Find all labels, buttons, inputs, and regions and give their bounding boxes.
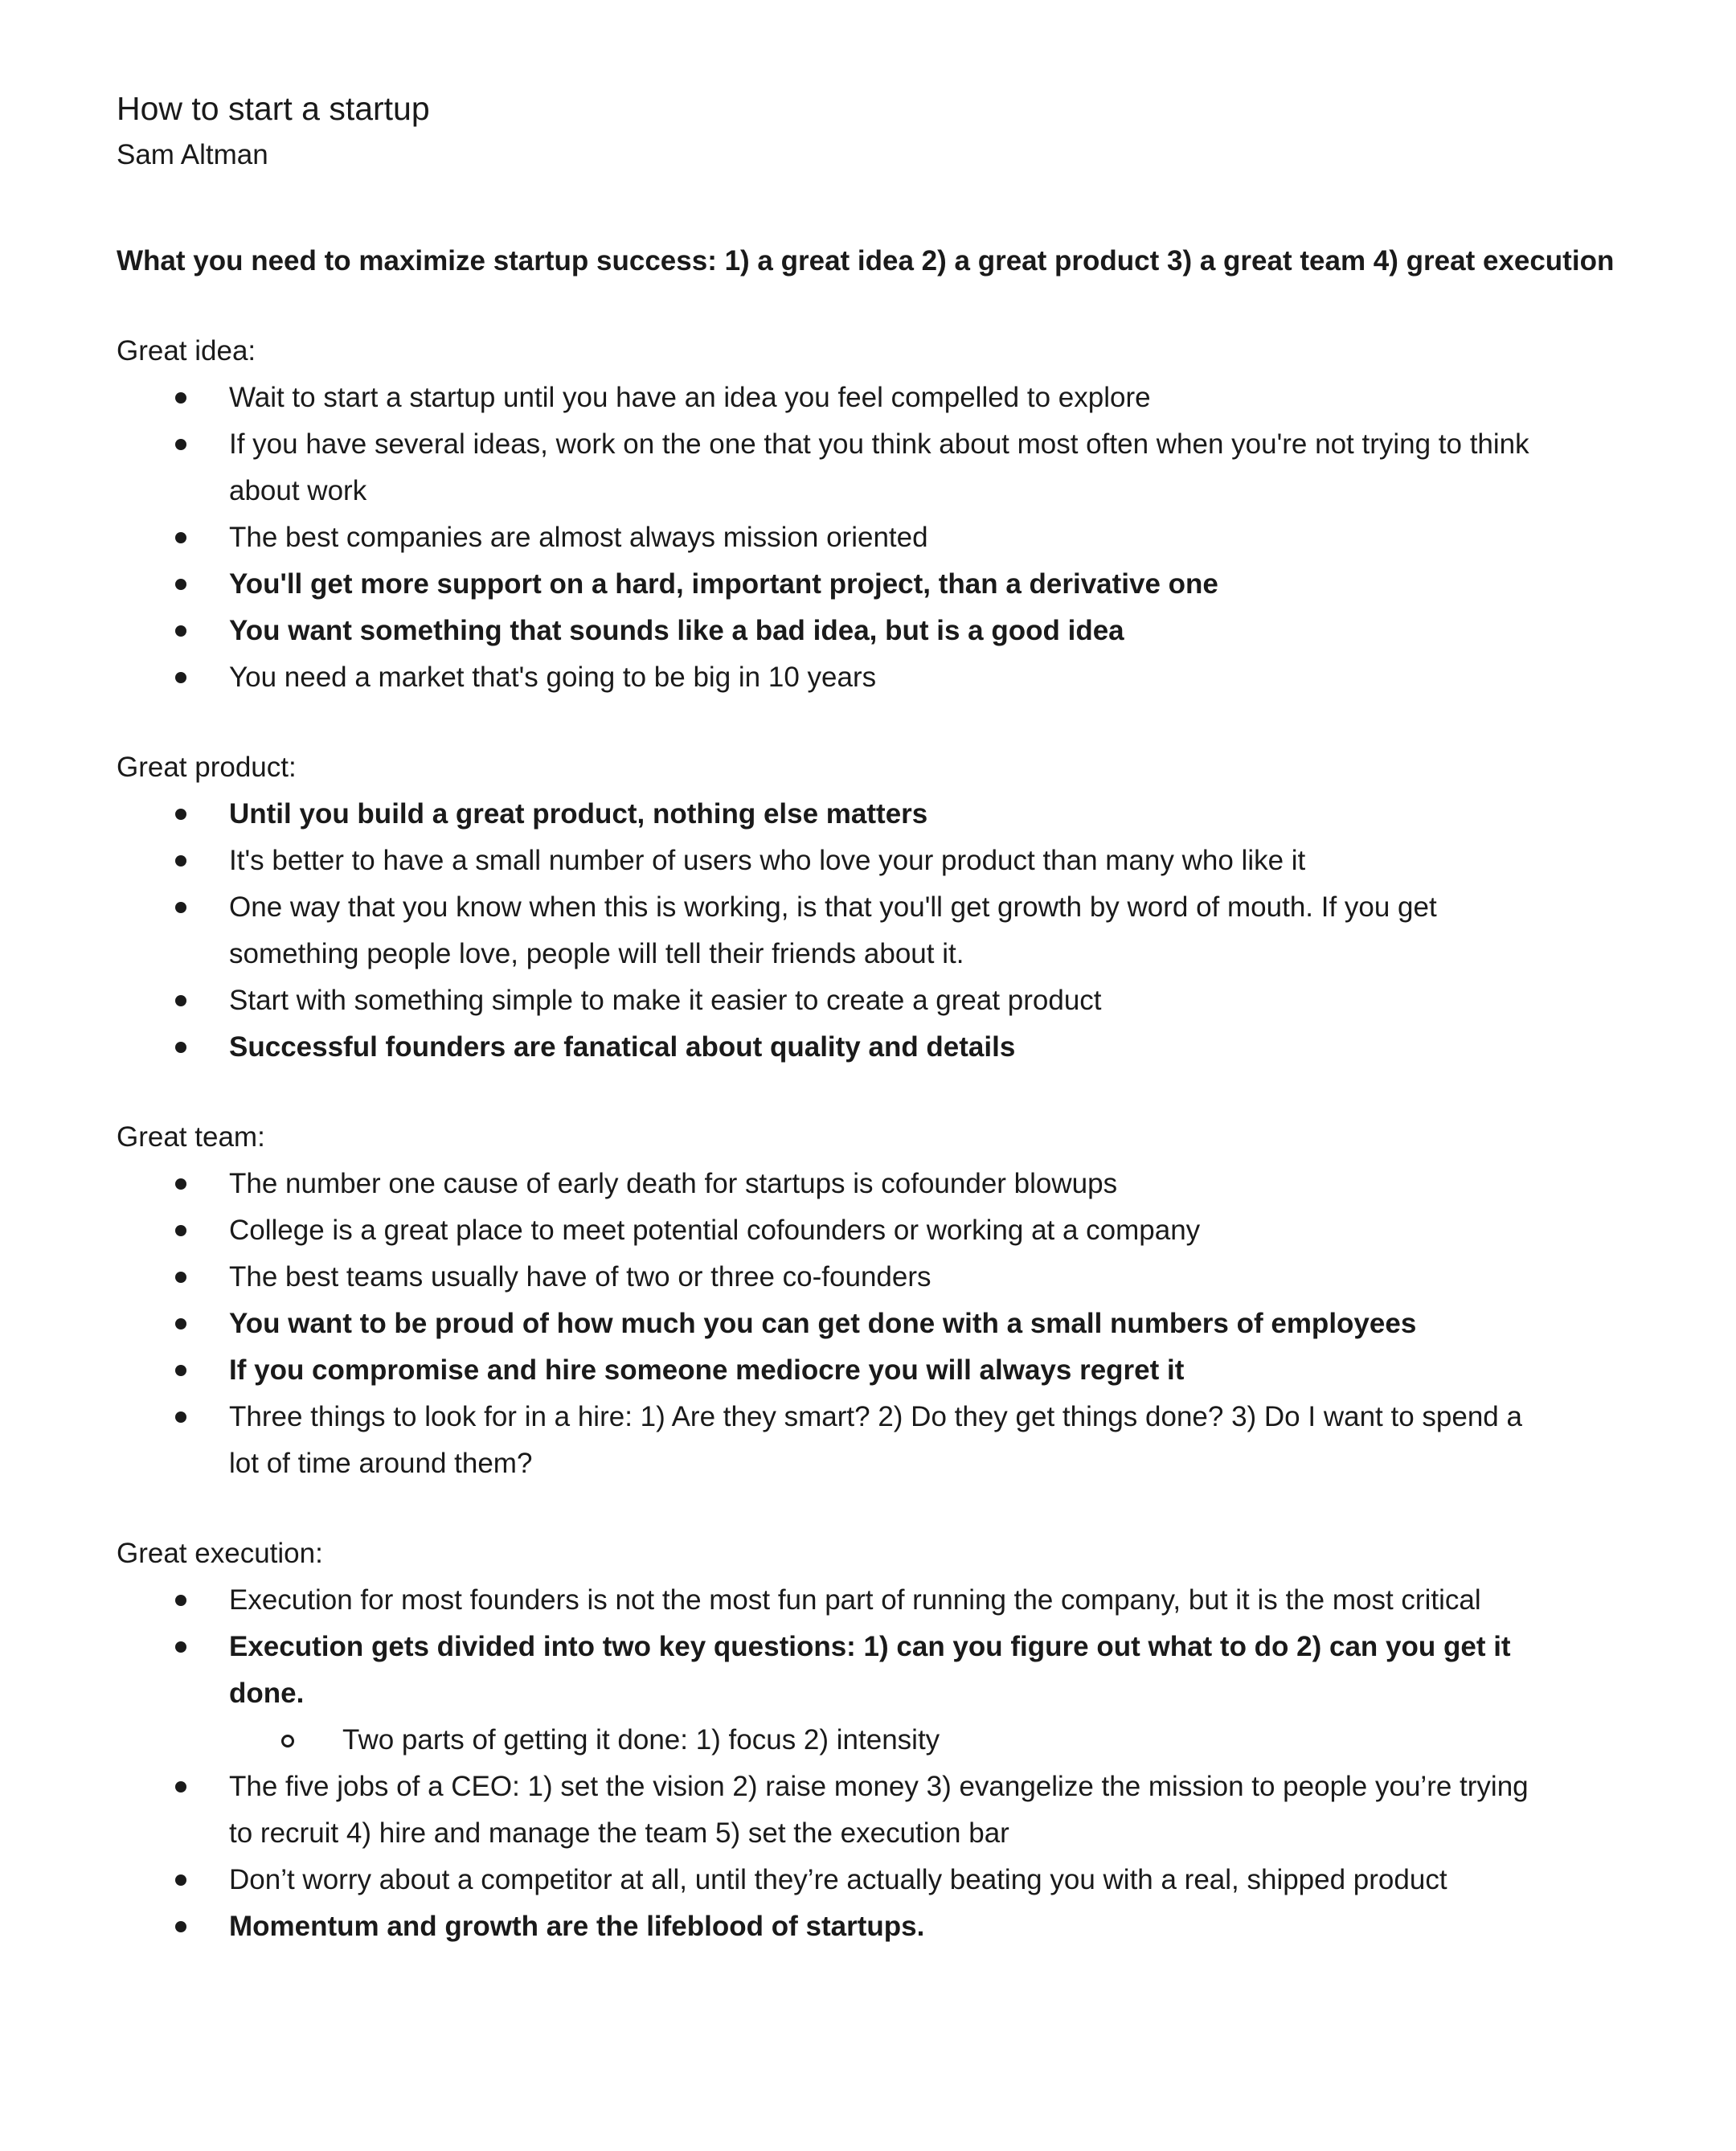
bullet-list [117,1577,1632,1950]
bullet-text: You want something that sounds like a bad idea, but is a good idea [229,615,1124,646]
list-item [117,1301,1547,1347]
bullet-dot-icon [175,1781,186,1792]
bullet-text: The best companies are almost always mission oriented [229,522,928,553]
section-heading: Great team: [117,1121,265,1153]
list-item [117,1903,1547,1950]
list-item [117,375,1547,421]
bullet-text: Wait to start a startup until you have an idea you feel compelled to explore [229,382,1151,413]
list-item [117,1161,1547,1207]
bullet-dot-icon [175,1042,186,1053]
sub-bullet-circle-icon [281,1735,294,1747]
list-item [117,1764,1547,1857]
list-item [117,654,1547,701]
section-great-product [117,744,1632,1071]
bullet-text: Execution for most founders is not the most fun part of running the company, but it is the most critical [229,1584,1481,1616]
bullet-text: Two parts of getting it done: 1) focus 2) intensity [342,1724,940,1756]
list-item [117,1024,1547,1071]
bullet-text: If you compromise and hire someone mediocre you will always regret it [229,1354,1185,1386]
bullet-text: The five jobs of a CEO: 1) set the vision 2) raise money 3) evangelize the mission to people you’re trying to recruit 4) hire and manage the team 5) set the execution bar [229,1771,1529,1849]
bullet-text: Execution gets divided into two key questions: 1) can you figure out what to do 2) can you get it done. [229,1631,1511,1709]
list-item [117,977,1547,1024]
list-item [117,1207,1547,1254]
bullet-dot-icon [175,1641,186,1653]
bullet-dot-icon [175,1595,186,1606]
bullet-text: You need a market that's going to be big in 10 years [229,662,877,693]
bullet-text: Momentum and growth are the lifeblood of startups. [229,1911,925,1942]
bullet-text: One way that you know when this is working, is that you'll get growth by word of mouth. If you get something people love, people will tell their friends about it. [229,891,1437,969]
bullet-dot-icon [175,1178,186,1190]
bullet-dot-icon [175,1874,186,1886]
bullet-dot-icon [175,672,186,683]
bullet-dot-icon [175,902,186,913]
list-item [117,421,1547,514]
list-item [117,514,1547,561]
section-great-execution [117,1530,1632,1950]
list-item [117,1577,1547,1624]
list-item [117,1394,1547,1487]
bullet-dot-icon [175,1225,186,1236]
section-heading: Great execution: [117,1538,323,1569]
list-item [117,884,1547,977]
list-item [117,1347,1547,1394]
bullet-text: If you have several ideas, work on the one that you think about most often when you're not trying to think about work [229,428,1529,506]
bullet-text: Three things to look for in a hire: 1) Are they smart? 2) Do they get things done? 3) Do I want to spend a lot of time around them? [229,1401,1522,1479]
section-great-team [117,1114,1632,1487]
list-item [117,1254,1547,1301]
section-heading: Great idea: [117,335,256,367]
bullet-text: Successful founders are fanatical about quality and details [229,1031,1016,1063]
bullet-dot-icon [175,625,186,637]
document-title: How to start a startup [117,90,430,127]
bullet-dot-icon [175,532,186,543]
bullet-dot-icon [175,1318,186,1330]
bullet-dot-icon [175,855,186,867]
bullet-dot-icon [175,1365,186,1376]
bullet-list [117,1161,1632,1487]
bullet-dot-icon [175,809,186,820]
bullet-text: It's better to have a small number of users who love your product than many who like it [229,845,1306,876]
bullet-text: You want to be proud of how much you can get done with a small numbers of employees [229,1308,1417,1339]
list-item [117,608,1547,654]
bullet-text: Start with something simple to make it easier to create a great product [229,985,1102,1016]
bullet-text: The best teams usually have of two or three co-founders [229,1261,931,1293]
list-item [117,791,1547,838]
bullet-text: You'll get more support on a hard, important project, than a derivative one [229,568,1218,600]
bullet-dot-icon [175,1411,186,1423]
bullet-list [117,375,1632,701]
bullet-text: Don’t worry about a competitor at all, until they’re actually beating you with a real, shipped product [229,1864,1447,1895]
bullet-dot-icon [175,579,186,590]
section-heading: Great product: [117,752,297,783]
bullet-dot-icon [175,439,186,450]
intro-paragraph: What you need to maximize startup success: 1) a great idea 2) a great product 3) a great team 4) great execution [117,245,1615,277]
bullet-dot-icon [175,392,186,404]
list-item [117,1857,1547,1903]
section-great-idea [117,328,1632,701]
list-item [117,561,1547,608]
bullet-list [117,791,1632,1071]
bullet-dot-icon [175,1272,186,1283]
document-author: Sam Altman [117,139,268,170]
bullet-text: The number one cause of early death for startups is cofounder blowups [229,1168,1118,1199]
list-item [117,1624,1547,1717]
sub-list-item [117,1717,1632,1764]
bullet-text: College is a great place to meet potential cofounders or working at a company [229,1215,1201,1246]
bullet-dot-icon [175,995,186,1006]
bullet-dot-icon [175,1921,186,1932]
bullet-text: Until you build a great product, nothing else matters [229,798,928,830]
list-item [117,838,1547,884]
